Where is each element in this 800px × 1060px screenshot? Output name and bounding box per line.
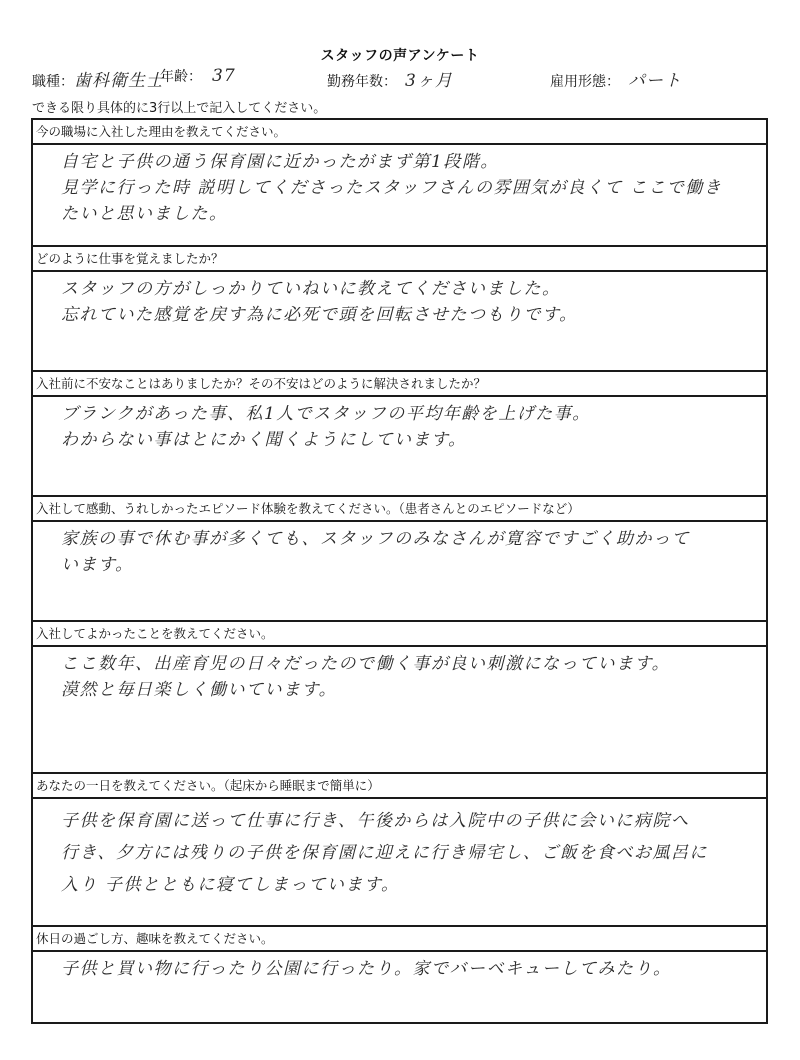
answer-area[interactable] (33, 952, 766, 982)
answer-line: 行き、夕方には残りの子供を保育園に迎えに行き帰宅し、ご飯を食べお風呂に (61, 843, 708, 863)
section-reason-for-joining (31, 118, 768, 245)
respondent-info-row (0, 66, 800, 92)
document-title: スタッフの声アンケート (320, 48, 480, 64)
occupation-value: 歯科衛生士 (74, 71, 164, 91)
age-field (160, 66, 236, 86)
answer-line: スタッフの方がしっかりていねいに教えてくださいました。 (61, 279, 561, 299)
years-employed-label: 勤務年数： (327, 74, 397, 90)
employment-type-value: パート (628, 71, 682, 91)
occupation-label: 職種： (32, 74, 74, 90)
employment-type-field (550, 66, 682, 91)
years-employed-value: 3ヶ月 (405, 71, 453, 91)
answer-line: 忘れていた感覚を戻す為に必死で頭を回転させたつもりです。 (61, 305, 578, 325)
answer-line: 子供と買い物に行ったり公園に行ったり。家でバーベキューしてみたり。 (61, 959, 672, 979)
section-how-learned-job (31, 245, 768, 370)
answer-line: 家族の事で休む事が多くても、スタッフのみなさんが寛容ですごく助かって (61, 529, 690, 549)
question-label: 休日の過ごし方、趣味を教えてください。 (33, 927, 766, 952)
age-label: 年齢： (160, 69, 202, 85)
answer-area[interactable] (33, 647, 766, 703)
answer-line: 入り 子供とともに寝てしまっています。 (61, 875, 400, 895)
instruction-text: できる限り具体的に3行以上で記入してください。 (32, 101, 327, 116)
answer-line: 自宅と子供の通う保育園に近かったがまず第1段階。 (61, 152, 499, 172)
section-good-things (31, 620, 768, 772)
answer-line: 子供を保育園に送って仕事に行き、午後からは入院中の子供に会いに病院へ (61, 811, 690, 831)
section-happy-episode (31, 495, 768, 620)
answer-area[interactable] (33, 397, 766, 453)
section-concerns-before-joining (31, 370, 768, 495)
answer-line: ブランクがあった事、私1人でスタッフの平均年齢を上げた事。 (61, 404, 591, 424)
question-label: 入社してよかったことを教えてください。 (33, 622, 766, 647)
question-label: 入社前に不安なことはありましたか？その不安はどのように解決されましたか？ (33, 372, 766, 397)
question-label: 入社して感動、うれしかったエピソード体験を教えてください。（患者さんとのエピソードなど） (33, 497, 766, 522)
years-employed-field (327, 66, 453, 91)
answer-area[interactable] (33, 145, 766, 227)
answer-line: ここ数年、出産育児の日々だったので働く事が良い刺激になっています。 (61, 654, 671, 674)
answer-line: たいと思いました。 (61, 204, 228, 224)
answer-line: 見学に行った時 説明してくださったスタッフさんの雰囲気が良くて ここで働き (61, 178, 723, 198)
question-label: 今の職場に入社した理由を教えてください。 (33, 120, 766, 145)
employment-type-label: 雇用形態： (550, 74, 620, 90)
answer-line: います。 (61, 555, 134, 575)
question-label: あなたの一日を教えてください。（起床から睡眠まで簡単に） (33, 774, 766, 799)
answer-area[interactable] (33, 522, 766, 578)
answer-area[interactable] (33, 272, 766, 328)
age-value: 37 (212, 66, 236, 86)
answer-line: わからない事はとにかく聞くようにしています。 (61, 430, 467, 450)
section-daily-routine (31, 772, 768, 925)
survey-form (31, 118, 768, 1024)
occupation-field (32, 66, 164, 91)
answer-line: 漠然と毎日楽しく働いています。 (61, 680, 338, 700)
question-label: どのように仕事を覚えましたか？ (33, 247, 766, 272)
answer-area[interactable] (33, 799, 766, 901)
section-holidays-hobbies (31, 925, 768, 1024)
